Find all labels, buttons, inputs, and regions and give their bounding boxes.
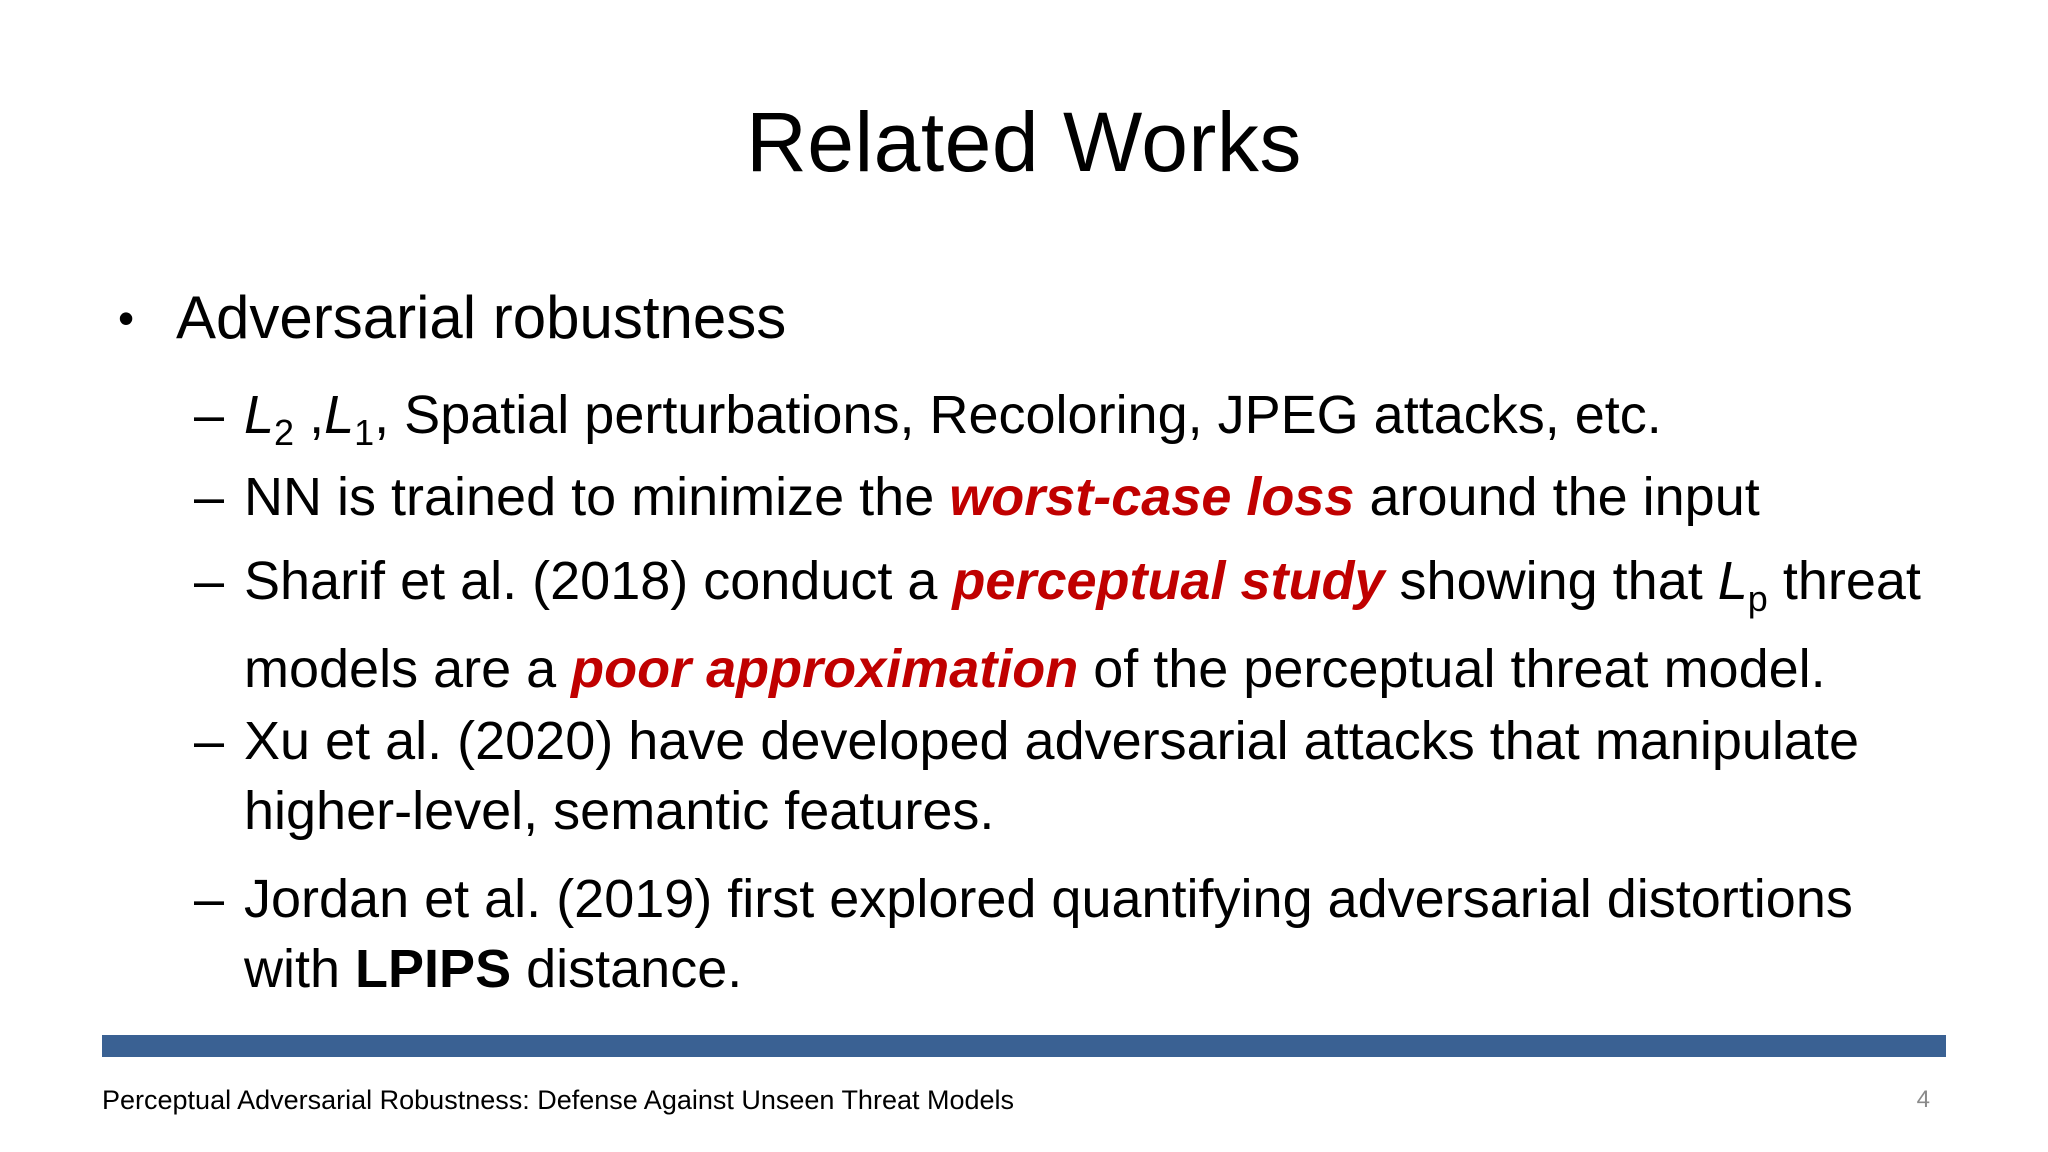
dash-marker: – [194, 467, 225, 527]
dash-marker: – [194, 385, 225, 445]
emphasis-poor-approximation: poor approximation [571, 639, 1079, 699]
math-l1: $L_1$ [324, 385, 375, 453]
dash-marker: – [194, 869, 225, 929]
sub-item-xu [194, 706, 1964, 846]
page-number: 4 [1916, 1086, 1930, 1113]
sub-item-threat-models [194, 380, 1964, 468]
sub-item-line-1: Sharif et al. (2018) conduct a perceptual study showing that $L_p$ threat [244, 551, 1921, 619]
math-l2: $L_2$ [244, 385, 295, 453]
sub-item-line-2: models are a poor approximation of the perceptual threat model. [244, 639, 1826, 699]
emphasis-lpips: LPIPS [355, 939, 512, 999]
bullet-adversarial-robustness [118, 282, 787, 354]
math-lp: $L_p$ [1717, 551, 1768, 619]
sub-item-line-2: higher-level, semantic features. [244, 781, 995, 841]
sub-item-sharif [194, 546, 1964, 704]
dash-marker: – [194, 551, 225, 611]
sub-item-line-1: Jordan et al. (2019) first explored quantifying adversarial distortions [244, 869, 1853, 929]
dash-marker: – [194, 711, 225, 771]
sub-item-jordan [194, 864, 1964, 1004]
slide-title: Related Works [746, 95, 1302, 189]
sub-item-line: $L_2$ $,L_1$, Spatial perturbations, Recoloring, JPEG attacks, etc. [244, 385, 1662, 453]
bullet-text: Adversarial robustness [176, 284, 787, 351]
footer-bar [102, 1035, 1946, 1057]
bullet-dot: • [118, 292, 135, 344]
sub-item-worst-case [194, 462, 1964, 532]
sub-item-line-1: Xu et al. (2020) have developed adversarial attacks that manipulate [244, 711, 1859, 771]
sub-item-line-2: with LPIPS distance. [244, 939, 743, 999]
footer-title: Perceptual Adversarial Robustness: Defense Against Unseen Threat Models [102, 1085, 1015, 1115]
sub-item-line: NN is trained to minimize the worst-case loss around the input [244, 467, 1760, 527]
emphasis-worst-case-loss: worst-case loss [949, 467, 1355, 527]
emphasis-perceptual-study: perceptual study [952, 551, 1385, 611]
